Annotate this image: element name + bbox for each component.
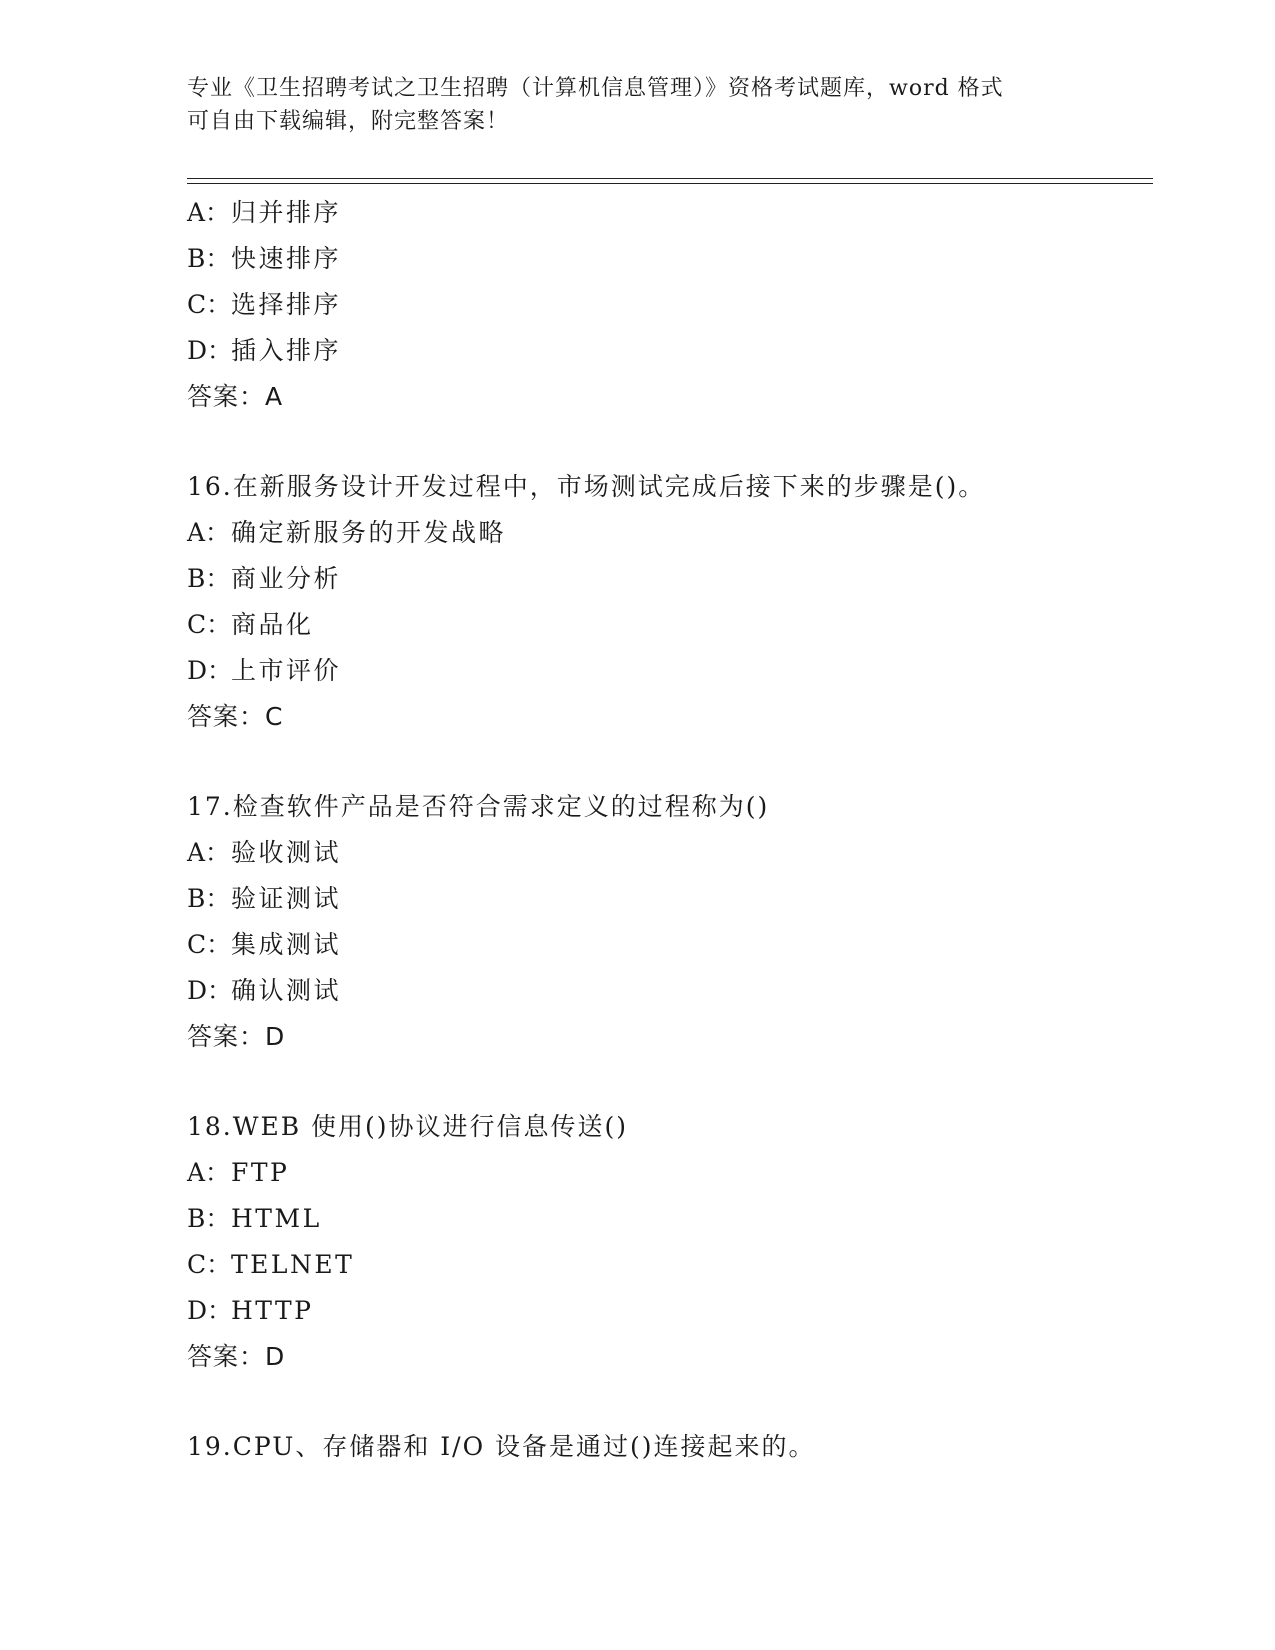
spacer: [187, 740, 1147, 784]
option-b: [187, 1196, 1147, 1242]
option-a: [187, 1150, 1147, 1196]
option-letter: B：: [187, 564, 231, 593]
option-d: [187, 1288, 1147, 1334]
option-text: 上市评价: [231, 656, 342, 685]
header-line-2: 可自由下载编辑，附完整答案！: [187, 109, 510, 134]
header-rule-top: [187, 178, 1153, 179]
question-15: [187, 190, 1147, 420]
option-c: [187, 282, 1147, 328]
option-letter: D：: [187, 976, 233, 1005]
option-d: [187, 968, 1147, 1014]
answer-line: 答案：A: [187, 382, 284, 411]
spacer: [187, 420, 1147, 464]
option-text: 验收测试: [231, 838, 342, 867]
question-19: [187, 1424, 1147, 1470]
option-letter: C：: [187, 1250, 232, 1279]
document-header: [187, 72, 1087, 138]
option-text: 集成测试: [231, 930, 342, 959]
option-b: [187, 236, 1147, 282]
option-text: 商业分析: [231, 564, 342, 593]
option-text: 快速排序: [231, 244, 342, 273]
spacer: [187, 1060, 1147, 1104]
option-letter: D：: [187, 1296, 233, 1325]
option-letter: A：: [187, 518, 231, 547]
question-text: 16.在新服务设计开发过程中，市场测试完成后接下来的步骤是()。: [187, 472, 986, 501]
option-text: HTTP: [231, 1296, 314, 1325]
option-text: 验证测试: [231, 884, 342, 913]
option-text: 确定新服务的开发战略: [231, 518, 507, 547]
option-letter: B：: [187, 1204, 231, 1233]
option-text: 确认测试: [231, 976, 342, 1005]
question-text: 17.检查软件产品是否符合需求定义的过程称为(): [187, 792, 770, 821]
option-text: 选择排序: [231, 290, 342, 319]
option-letter: B：: [187, 244, 231, 273]
option-letter: B：: [187, 884, 231, 913]
option-letter: A：: [187, 1158, 231, 1187]
spacer: [187, 1380, 1147, 1424]
question-text: 19.CPU、存储器和 I/O 设备是通过()连接起来的。: [187, 1432, 816, 1461]
option-a: [187, 190, 1147, 236]
answer-line: 答案：D: [187, 1342, 286, 1371]
option-letter: D：: [187, 336, 233, 365]
option-text: HTML: [231, 1204, 322, 1233]
header-line-1: 专业《卫生招聘考试之卫生招聘（计算机信息管理）》资格考试题库，word 格式: [187, 76, 1004, 101]
option-letter: C：: [187, 610, 232, 639]
header-rule-bottom: [187, 183, 1153, 184]
option-b: [187, 876, 1147, 922]
option-c: [187, 922, 1147, 968]
option-letter: A：: [187, 198, 231, 227]
option-d: [187, 648, 1147, 694]
question-17: [187, 784, 1147, 1060]
option-c: [187, 1242, 1147, 1288]
option-letter: C：: [187, 930, 232, 959]
option-text: FTP: [231, 1158, 290, 1187]
option-letter: D：: [187, 656, 233, 685]
question-list: [187, 190, 1147, 1470]
option-letter: A：: [187, 838, 231, 867]
option-text: 商品化: [231, 610, 314, 639]
question-text: 18.WEB 使用()协议进行信息传送(): [187, 1112, 629, 1141]
option-text: TELNET: [231, 1250, 355, 1279]
option-b: [187, 556, 1147, 602]
option-d: [187, 328, 1147, 374]
question-18: [187, 1104, 1147, 1380]
option-c: [187, 602, 1147, 648]
question-16: [187, 464, 1147, 740]
answer-line: 答案：C: [187, 702, 284, 731]
answer-line: 答案：D: [187, 1022, 286, 1051]
option-text: 归并排序: [231, 198, 342, 227]
option-a: [187, 830, 1147, 876]
option-a: [187, 510, 1147, 556]
option-text: 插入排序: [231, 336, 342, 365]
option-letter: C：: [187, 290, 232, 319]
